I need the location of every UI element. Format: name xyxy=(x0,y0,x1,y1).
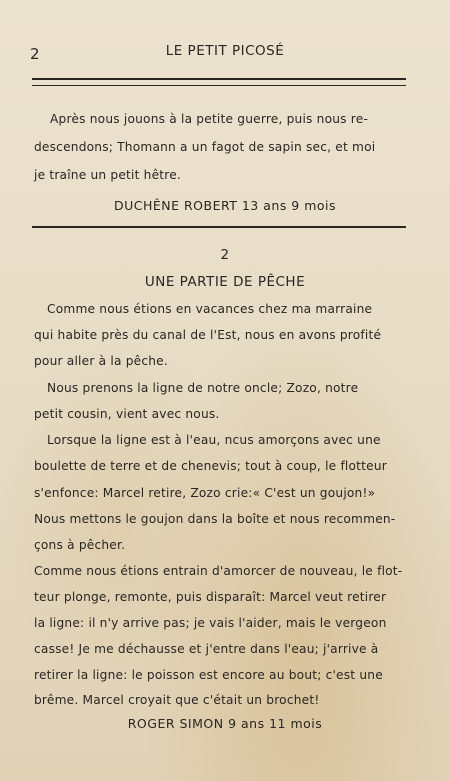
story2-line: Comme nous étions entrain d'amorcer de nouveau, le flot- xyxy=(34,564,403,578)
story1-signature: DUCHÊNE ROBERT 13 ans 9 mois xyxy=(113,198,337,213)
story2-line: teur plonge, remonte, puis disparaît: Marcel veut retirer xyxy=(34,590,387,604)
page-number: 2 xyxy=(30,45,40,63)
story2-line: brême. Marcel croyait que c'était un brochet! xyxy=(34,693,320,707)
story1-line: je traîne un petit hêtre. xyxy=(34,168,181,182)
story1-line: descendons; Thomann a un fagot de sapin sec, et moi xyxy=(34,140,376,154)
story2-line: la ligne: il n'y arrive pas; je vais l'aider, mais le vergeon xyxy=(34,616,387,630)
story2-line: qui habite près du canal de l'Est, nous en avons profité xyxy=(34,328,382,342)
section-divider xyxy=(32,226,406,228)
story2-signature: ROGER SIMON 9 ans 11 mois xyxy=(127,716,323,731)
story2-line: s'enfonce: Marcel retire, Zozo crie:« C'est un goujon!» xyxy=(34,486,376,500)
story2-line: casse! Je me déchausse et j'entre dans l'eau; j'arrive à xyxy=(34,642,379,656)
story2-line: retirer la ligne: le poisson est encore au bout; c'est une xyxy=(34,668,383,682)
story2-title: UNE PARTIE DE PÊCHE xyxy=(144,274,306,290)
story2-number: 2 xyxy=(220,247,230,263)
story2-line: boulette de terre et de chenevis; tout à coup, le flotteur xyxy=(34,459,387,473)
header-rule-thin xyxy=(32,85,406,86)
story2-line: çons à pêcher. xyxy=(34,538,126,552)
header-rule-thick xyxy=(32,78,406,80)
running-title: LE PETIT PICOSÉ xyxy=(165,43,285,59)
story2-line: pour aller à la pêche. xyxy=(34,354,168,368)
story2-line: Nous mettons le goujon dans la boîte et nous recommen- xyxy=(34,512,396,526)
story2-line: Nous prenons la ligne de notre oncle; Zozo, notre xyxy=(47,381,359,395)
story2-line: petit cousin, vient avec nous. xyxy=(34,407,220,421)
story2-line: Comme nous étions en vacances chez ma marraine xyxy=(47,302,373,316)
story1-line: Après nous jouons à la petite guerre, puis nous re- xyxy=(50,112,369,126)
story2-line: Lorsque la ligne est à l'eau, ncus amorçons avec une xyxy=(47,433,381,447)
